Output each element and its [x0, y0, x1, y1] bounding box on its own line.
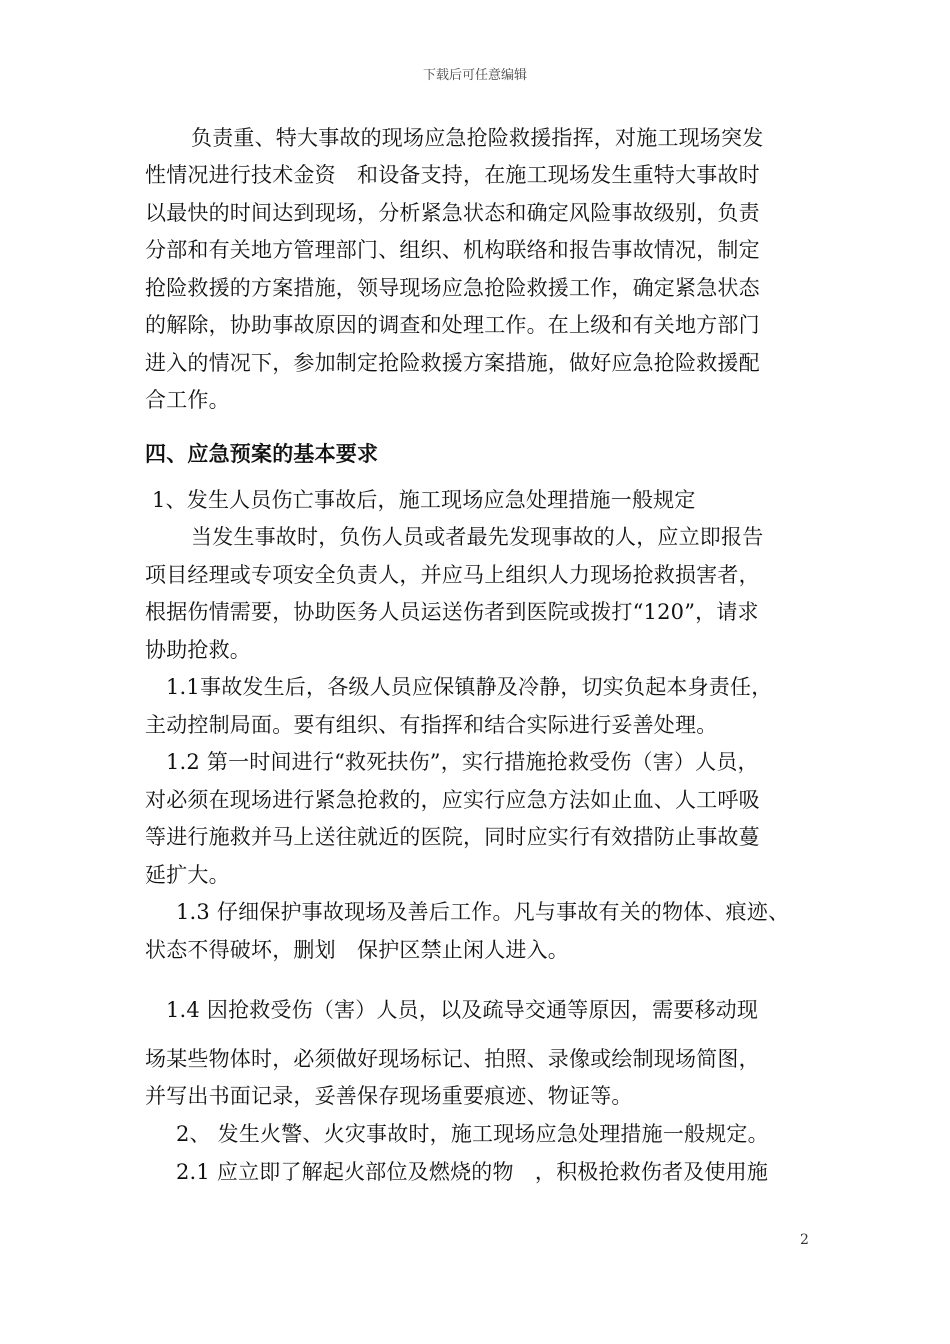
text-line: 进入的情况下，参加制定抢险救援方案措施，做好应急抢险救援配 — [145, 351, 760, 375]
text-line: 延扩大。 — [145, 863, 230, 887]
text-line: 当发生事故时，负伤人员或者最先发现事故的人，应立即报告 — [191, 525, 764, 549]
text-line: 主动控制局面。要有组织、有指挥和结合实际进行妥善处理。 — [145, 713, 718, 737]
text-line: 1.3 仔细保护事故现场及善后工作。凡与事故有关的物体、痕迹、 — [176, 900, 790, 924]
text-line: 负责重、特大事故的现场应急抢险救援指挥，对施工现场突发 — [191, 126, 764, 150]
text-line: 性情况进行技术金资 和设备支持，在施工现场发生重特大事故时 — [145, 163, 760, 187]
text-line: 以最快的时间达到现场，分析紧急状态和确定风险事故级别，负责 — [145, 201, 760, 225]
text-line: 协助抢救。 — [145, 638, 251, 662]
text-line: 1.4 因抢救受伤（害）人员，以及疏导交通等原因，需要移动现 — [166, 998, 759, 1022]
text-line: 1、发生人员伤亡事故后，施工现场应急处理措施一般规定 — [152, 488, 696, 512]
text-line: 1.1事故发生后，各级人员应保镇静及冷静，切实负起本身责任， — [166, 675, 773, 699]
text-line: 等进行施救并马上送往就近的医院，同时应实行有效措防止事故蔓 — [145, 825, 760, 849]
text-line: 根据伤情需要，协助医务人员运送伤者到医院或拨打“120”，请求 — [145, 600, 759, 624]
text-line: 1.2 第一时间进行“救死扶伤”，实行措施抢救受伤（害）人员， — [166, 750, 759, 774]
text-line: 项目经理或专项安全负责人，并应马上组织人力现场抢救损害者， — [145, 563, 760, 587]
text-line: 的解除，协助事故原因的调查和处理工作。在上级和有关地方部门 — [145, 313, 760, 337]
text-line: 并写出书面记录，妥善保存现场重要痕迹、物证等。 — [145, 1084, 633, 1108]
text-line: 状态不得破坏，删划 保护区禁止闲人进入。 — [145, 938, 569, 962]
text-line: 抢险救援的方案措施，领导现场应急抢险救援工作，确定紧急状态 — [145, 276, 760, 300]
text-line: 对必须在现场进行紧急抢救的，应实行应急方法如止血、人工呼吸 — [145, 788, 760, 812]
text-line: 场某些物体时，必须做好现场标记、拍照、录像或绘制现场简图， — [145, 1047, 760, 1071]
page-number: 2 — [800, 1232, 809, 1248]
text-line: 分部和有关地方管理部门、组织、机构联络和报告事故情况，制定 — [145, 238, 760, 262]
text-line: 合工作。 — [145, 388, 230, 412]
text-line: 2、 发生火警、火灾事故时，施工现场应急处理措施一般规定。 — [176, 1122, 769, 1146]
page-header: 下载后可任意编辑 — [422, 68, 527, 83]
section-heading: 四、应急预案的基本要求 — [145, 442, 379, 466]
text-line: 2.1 应立即了解起火部位及燃烧的物 ，积极抢救伤者及使用施 — [176, 1160, 769, 1184]
